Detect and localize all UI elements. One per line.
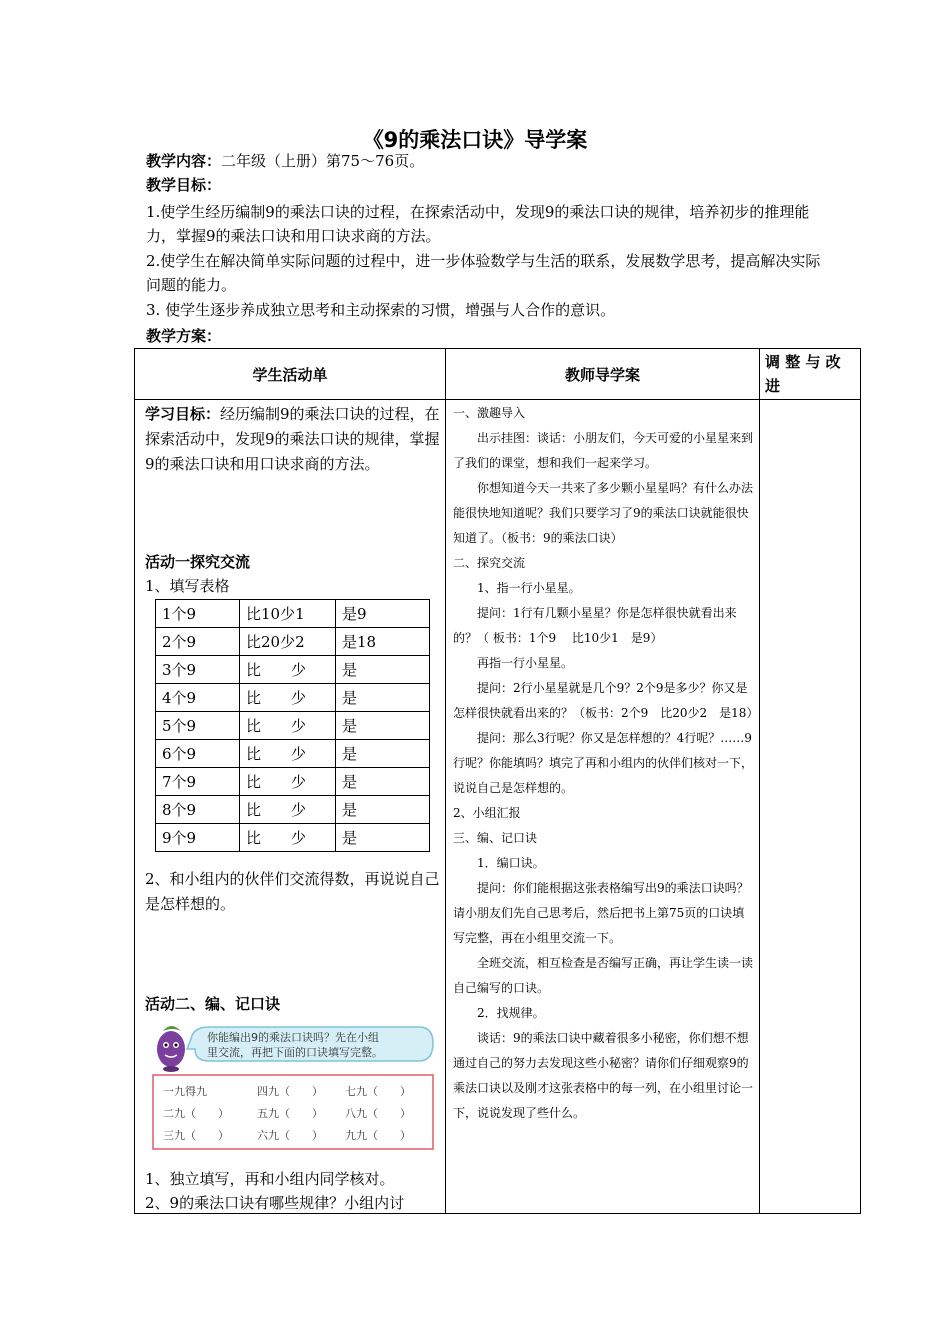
table-cell: 是 <box>336 684 430 712</box>
teacher-paragraph: 提问：你们能根据这张表格编写出9的乘法口诀吗？请小朋友们先自己思考后，然后把书上第75页的口诀填写完整，再在小组里交流一下。 <box>453 881 749 945</box>
table-cell: 是9 <box>336 600 430 628</box>
table-cell: 2个9 <box>156 628 240 656</box>
teacher-paragraph: 三、编、记口诀 <box>453 831 538 845</box>
teacher-paragraph: 谈话：9的乘法口诀中藏着很多小秘密，你们想不想通过自己的努力去发现这些小秘密？请你们仔细观察9的乘法口诀以及刚才这张表格中的每一列，在小组里讨论一下，说说发现了些什么。 <box>453 1031 754 1120</box>
rhyme-item: 六九（ ） <box>257 1129 323 1142</box>
rhyme-item: 二九（ ） <box>163 1107 229 1120</box>
eggplant-mascot-icon <box>157 1026 185 1072</box>
rhyme-illustration <box>149 1019 439 1159</box>
teacher-paragraph: 出示挂图：谈话：小朋友们，今天可爱的小星星来到了我们的课堂，想和我们一起来学习。 <box>453 431 754 470</box>
step-2: 2、9的乘法口诀有哪些规律？小组内讨 <box>145 1194 405 1212</box>
table-cell: 是 <box>336 768 430 796</box>
header-teacher: 教师导学案 <box>564 365 640 384</box>
table-cell: 9个9 <box>156 824 240 852</box>
table-row <box>156 768 430 796</box>
objective-label: 学习目标： <box>145 405 221 423</box>
content-value: 二年级（上册）第75～76页。 <box>221 152 425 170</box>
table-cell: 是18 <box>336 628 430 656</box>
rhyme-item: 三九（ ） <box>163 1129 229 1142</box>
table-cell: 5个9 <box>156 712 240 740</box>
page-title: 《9的乘法口诀》导学案 <box>362 128 588 152</box>
table-cell: 比 少 <box>240 740 336 768</box>
table-cell: 7个9 <box>156 768 240 796</box>
activity-2-title: 活动二、编、记口诀 <box>145 995 281 1013</box>
rhyme-item: 四九（ ） <box>257 1085 323 1098</box>
teacher-paragraph: 你想知道今天一共来了多少颗小星星吗？有什么办法能很快地知道呢？我们只要学习了9的乘法口诀就能很快知道了。（板书：9的乘法口诀） <box>453 481 754 545</box>
table-cell: 4个9 <box>156 684 240 712</box>
teacher-paragraph: 全班交流，相互检查是否编写正确，再让学生读一读自己编写的口诀。 <box>453 956 754 995</box>
table-row <box>156 740 430 768</box>
step-1: 1、独立填写，再和小组内同学核对。 <box>145 1170 395 1188</box>
bubble-line-1: 你能编出9的乘法口诀吗？先在小组 <box>207 1031 379 1044</box>
table-cell: 6个9 <box>156 740 240 768</box>
teacher-paragraph: 1、指一行小星星。 <box>477 581 581 595</box>
goals-label: 教学目标： <box>146 176 222 194</box>
table-cell: 比 少 <box>240 712 336 740</box>
rhyme-grid <box>163 1084 411 1142</box>
teacher-paragraph: 2．找规律。 <box>477 1006 545 1020</box>
table-cell: 是 <box>336 796 430 824</box>
rhyme-item: 九九（ ） <box>345 1129 411 1142</box>
goal-2: 2.使学生在解决简单实际问题的过程中，进一步体验数学与生活的联系，发展数学思考，提高解决实际问题的能力。 <box>146 252 821 294</box>
activity-1-title: 活动一探究交流 <box>145 553 251 571</box>
table-cell: 比 少 <box>240 656 336 684</box>
fill-table-label: 1、填写表格 <box>145 577 230 595</box>
table-row <box>156 712 430 740</box>
teacher-paragraph: 二、探究交流 <box>453 556 526 570</box>
goal-1: 1.使学生经历编制9的乘法口诀的过程，在探索活动中，发现9的乘法口诀的规律，培养初步的推理能力，掌握9的乘法口诀和用口诀求商的方法。 <box>146 203 810 245</box>
table-cell: 比 少 <box>240 768 336 796</box>
plan-label: 教学方案： <box>146 327 222 345</box>
table-cell: 是 <box>336 712 430 740</box>
student-objective <box>145 402 443 477</box>
plan-table <box>134 348 861 1214</box>
header-adjust: 调 整 与 改 进 <box>765 353 841 395</box>
teacher-paragraph: 再指一行小星星。 <box>477 656 574 670</box>
nine-table <box>155 599 430 852</box>
share-text: 2、和小组内的伙伴们交流得数，再说说自己是怎样想的。 <box>145 870 440 913</box>
table-row <box>156 796 430 824</box>
rhyme-item: 一九得九 <box>163 1085 207 1098</box>
content-label: 教学内容： <box>146 152 222 170</box>
table-cell: 比 少 <box>240 796 336 824</box>
table-cell: 是 <box>336 740 430 768</box>
teacher-paragraph: 提问：1行有几颗小星星？你是怎样很快就看出来的？（ 板书：1个9 比10少1 是9） <box>453 606 737 645</box>
table-cell: 比 少 <box>240 824 336 852</box>
table-cell: 比 少 <box>240 684 336 712</box>
teacher-paragraph: 一、激趣导入 <box>453 406 526 420</box>
teacher-paragraph: 提问：那么3行呢？你又是怎样想的？4行呢？……9行呢？你能填吗？填完了再和小组内的伙伴们核对一下，说说自己是怎样想的。 <box>453 731 754 795</box>
table-cell: 是 <box>336 656 430 684</box>
table-cell: 3个9 <box>156 656 240 684</box>
header-student: 学生活动单 <box>252 365 328 384</box>
table-cell: 比20少2 <box>240 628 336 656</box>
table-row <box>156 824 430 852</box>
goal-3: 3. 使学生逐步养成独立思考和主动探索的习惯，增强与人合作的意识。 <box>146 301 616 319</box>
table-cell: 比10少1 <box>240 600 336 628</box>
bubble-line-2: 里交流，再把下面的口诀填写完整。 <box>207 1046 383 1059</box>
table-cell: 8个9 <box>156 796 240 824</box>
table-row <box>156 684 430 712</box>
content-line <box>146 150 424 173</box>
teacher-guide <box>453 401 759 1126</box>
teacher-paragraph: 1．编口诀。 <box>477 856 545 870</box>
table-row <box>156 656 430 684</box>
table-cell: 1个9 <box>156 600 240 628</box>
table-row <box>156 628 430 656</box>
table-cell: 是 <box>336 824 430 852</box>
teacher-paragraph: 2、小组汇报 <box>453 806 521 820</box>
teacher-paragraph: 提问：2行小星星就是几个9？2个9是多少？你又是怎样很快就看出来的？（板书：2个9 比20少2 是18） <box>453 681 759 720</box>
rhyme-item: 七九（ ） <box>345 1085 411 1098</box>
rhyme-item: 五九（ ） <box>257 1107 323 1120</box>
table-row <box>156 600 430 628</box>
rhyme-item: 八九（ ） <box>345 1107 411 1120</box>
objective-text: 经历编制9的乘法口诀的过程，在探索活动中，发现9的乘法口诀的规律，掌握9的乘法口诀和用口诀求商的方法。 <box>145 405 440 473</box>
